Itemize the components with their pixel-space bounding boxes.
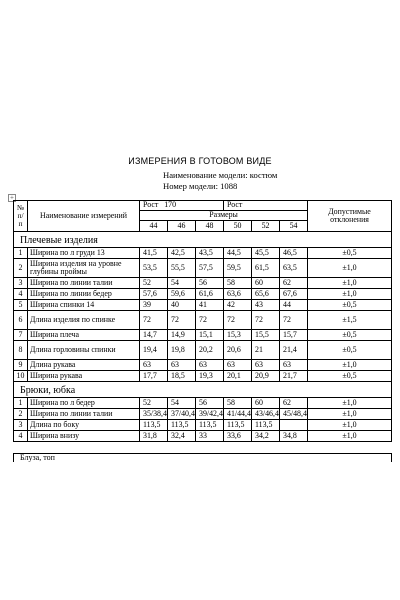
measurement-value: 113,5 xyxy=(168,420,196,431)
size-header: 50 xyxy=(224,221,252,232)
tolerance-value: ±1,0 xyxy=(308,431,392,442)
measurement-value: 39 xyxy=(140,300,168,311)
model-name: Наименование модели: костюм xyxy=(163,170,278,180)
row-number: 3 xyxy=(14,278,28,289)
row-number: 1 xyxy=(14,398,28,409)
measurement-value: 113,5 xyxy=(196,420,224,431)
measurements-table xyxy=(13,200,392,462)
measurement-value: 72 xyxy=(140,311,168,330)
table-row xyxy=(14,360,392,371)
tolerance-value: ±1,5 xyxy=(308,311,392,330)
measurement-value: 52 xyxy=(140,278,168,289)
tolerance-value: ±1,0 xyxy=(308,259,392,278)
height-label: Рост xyxy=(143,200,159,209)
measurement-value: 34,2 xyxy=(252,431,280,442)
model-number: Номер модели: 1088 xyxy=(163,181,238,191)
measurement-value: 37/40,4 xyxy=(168,409,196,420)
measurement-value: 43,5 xyxy=(196,248,224,259)
table-row xyxy=(14,278,392,289)
measurement-value: 45,5 xyxy=(252,248,280,259)
measurement-value: 44,5 xyxy=(224,248,252,259)
measurement-name: Ширина по линии талии xyxy=(28,409,140,420)
table-row xyxy=(14,311,392,330)
measurement-value: 58 xyxy=(224,398,252,409)
table-row xyxy=(14,420,392,431)
row-number: 9 xyxy=(14,360,28,371)
measurement-value: 40 xyxy=(168,300,196,311)
row-number: 4 xyxy=(14,289,28,300)
section-title: Плечевые изделия xyxy=(14,232,392,248)
table-body xyxy=(14,201,392,463)
measurement-value: 72 xyxy=(168,311,196,330)
measurement-value: 61,5 xyxy=(252,259,280,278)
header-height-2: Рост xyxy=(224,201,308,211)
row-number: 2 xyxy=(14,409,28,420)
measurement-value: 56 xyxy=(196,278,224,289)
tolerance-value: ±0,5 xyxy=(308,330,392,341)
measurement-value: 72 xyxy=(196,311,224,330)
tolerance-value: ±1,0 xyxy=(308,409,392,420)
section-header-row xyxy=(14,382,392,398)
measurement-value: 72 xyxy=(224,311,252,330)
measurement-value: 19,4 xyxy=(140,341,168,360)
measurement-value: 59,5 xyxy=(224,259,252,278)
measurement-value: 65,6 xyxy=(252,289,280,300)
table-row xyxy=(14,431,392,442)
header-tolerance: Допустимые отклонения xyxy=(308,201,392,232)
measurement-value: 63 xyxy=(168,360,196,371)
table-row xyxy=(14,330,392,341)
measurement-value: 20,2 xyxy=(196,341,224,360)
measurement-value: 113,5 xyxy=(252,420,280,431)
measurement-value: 54 xyxy=(168,278,196,289)
size-header: 48 xyxy=(196,221,224,232)
measurement-value: 59,6 xyxy=(168,289,196,300)
measurement-value: 63,6 xyxy=(224,289,252,300)
measurement-value: 18,5 xyxy=(168,371,196,382)
measurement-name: Длина по боку xyxy=(28,420,140,431)
section-title: Блуза, топ xyxy=(14,454,392,463)
measurement-value: 41 xyxy=(196,300,224,311)
measurement-value: 63 xyxy=(252,360,280,371)
section-title: Брюки, юбка xyxy=(14,382,392,398)
table-row xyxy=(14,409,392,420)
measurement-value: 63 xyxy=(280,360,308,371)
size-header: 46 xyxy=(168,221,196,232)
measurement-value: 45/48,4 xyxy=(280,409,308,420)
measurement-value: 43 xyxy=(252,300,280,311)
measurement-value: 41,5 xyxy=(140,248,168,259)
size-header: 54 xyxy=(280,221,308,232)
row-number: 2 xyxy=(14,259,28,278)
measurement-name: Ширина рукава xyxy=(28,371,140,382)
table-row xyxy=(14,300,392,311)
height-value: 170 xyxy=(164,200,177,209)
measurement-value: 14,9 xyxy=(168,330,196,341)
measurement-value: 31,8 xyxy=(140,431,168,442)
measurement-value: 42,5 xyxy=(168,248,196,259)
measurement-value: 62 xyxy=(280,278,308,289)
measurement-value: 15,7 xyxy=(280,330,308,341)
header-number: № п/ п xyxy=(14,201,28,232)
measurement-value: 56 xyxy=(196,398,224,409)
measurement-name: Ширина внизу xyxy=(28,431,140,442)
row-number: 3 xyxy=(14,420,28,431)
measurement-name: Длина изделия по спинке xyxy=(28,311,140,330)
measurement-value: 15,3 xyxy=(224,330,252,341)
spacer-row xyxy=(14,442,392,454)
tolerance-value: ±1,0 xyxy=(308,289,392,300)
measurement-value: 44 xyxy=(280,300,308,311)
spacer-cell xyxy=(14,442,392,454)
header-measurement-name: Наименование измерений xyxy=(28,201,140,232)
measurement-value: 41/44,4 xyxy=(224,409,252,420)
measurement-name: Ширина по л бедер xyxy=(28,398,140,409)
measurement-value: 15,5 xyxy=(252,330,280,341)
measurement-value: 21 xyxy=(252,341,280,360)
measurement-value: 20,6 xyxy=(224,341,252,360)
measurement-value xyxy=(280,420,308,431)
measurement-value: 55,5 xyxy=(168,259,196,278)
tolerance-value: ±0,5 xyxy=(308,341,392,360)
measurement-value: 113,5 xyxy=(140,420,168,431)
row-number: 6 xyxy=(14,311,28,330)
measurement-value: 52 xyxy=(140,398,168,409)
measurement-name: Ширина спинки 14 xyxy=(28,300,140,311)
section-header-row xyxy=(14,454,392,463)
size-header: 44 xyxy=(140,221,168,232)
measurement-value: 14,7 xyxy=(140,330,168,341)
measurement-value: 57,6 xyxy=(140,289,168,300)
measurement-value: 63 xyxy=(224,360,252,371)
measurement-value: 43/46,4 xyxy=(252,409,280,420)
measurement-value: 17,7 xyxy=(140,371,168,382)
row-number: 1 xyxy=(14,248,28,259)
header-sizes: Размеры xyxy=(140,211,308,221)
measurement-value: 32,4 xyxy=(168,431,196,442)
measurement-value: 19,8 xyxy=(168,341,196,360)
measurement-value: 72 xyxy=(252,311,280,330)
table-row xyxy=(14,259,392,278)
document-title: ИЗМЕРЕНИЯ В ГОТОВОМ ВИДЕ xyxy=(128,156,272,166)
measurement-value: 20,1 xyxy=(224,371,252,382)
measurement-value: 113,5 xyxy=(224,420,252,431)
tolerance-value: ±0,5 xyxy=(308,371,392,382)
measurement-name: Ширина изделия на уровне глубины проймы xyxy=(28,259,140,278)
measurement-value: 19,3 xyxy=(196,371,224,382)
section-header-row xyxy=(14,232,392,248)
row-number: 10 xyxy=(14,371,28,382)
row-number: 5 xyxy=(14,300,28,311)
tolerance-value: ±1,0 xyxy=(308,420,392,431)
table-row xyxy=(14,371,392,382)
measurement-value: 46,5 xyxy=(280,248,308,259)
measurement-value: 42 xyxy=(224,300,252,311)
measurement-value: 33,6 xyxy=(224,431,252,442)
measurement-value: 35/38,4 xyxy=(140,409,168,420)
tolerance-value: ±1,0 xyxy=(308,278,392,289)
tolerance-value: ±0,5 xyxy=(308,300,392,311)
measurement-value: 60 xyxy=(252,278,280,289)
measurement-value: 20,9 xyxy=(252,371,280,382)
measurement-value: 15,1 xyxy=(196,330,224,341)
measurement-value: 63 xyxy=(196,360,224,371)
measurement-value: 58 xyxy=(224,278,252,289)
measurement-name: Ширина по л груди 13 xyxy=(28,248,140,259)
measurement-name: Длина рукава xyxy=(28,360,140,371)
measurement-value: 21,4 xyxy=(280,341,308,360)
measurement-name: Ширина плеча xyxy=(28,330,140,341)
row-number: 8 xyxy=(14,341,28,360)
measurement-value: 60 xyxy=(252,398,280,409)
tolerance-value: ±0,5 xyxy=(308,248,392,259)
measurement-value: 34,8 xyxy=(280,431,308,442)
table-row xyxy=(14,289,392,300)
measurement-value: 63,5 xyxy=(280,259,308,278)
measurement-value: 21,7 xyxy=(280,371,308,382)
row-number: 4 xyxy=(14,431,28,442)
tolerance-value: ±1,0 xyxy=(308,360,392,371)
measurement-value: 53,5 xyxy=(140,259,168,278)
tolerance-value: ±1,0 xyxy=(308,398,392,409)
measurement-value: 39/42,4 xyxy=(196,409,224,420)
row-number: 7 xyxy=(14,330,28,341)
measurement-value: 57,5 xyxy=(196,259,224,278)
measurement-name: Ширина по линии бедер xyxy=(28,289,140,300)
measurement-name: Длина горловины спинки xyxy=(28,341,140,360)
measurement-value: 61,6 xyxy=(196,289,224,300)
table-row xyxy=(14,341,392,360)
measurement-value: 67,6 xyxy=(280,289,308,300)
table-row xyxy=(14,398,392,409)
header-height-1 xyxy=(140,201,224,211)
measurement-value: 72 xyxy=(280,311,308,330)
measurement-value: 54 xyxy=(168,398,196,409)
measurement-value: 63 xyxy=(140,360,168,371)
size-header: 52 xyxy=(252,221,280,232)
measurement-value: 33 xyxy=(196,431,224,442)
measurement-name: Ширина по линии талии xyxy=(28,278,140,289)
move-handle-icon[interactable]: + xyxy=(9,195,15,201)
measurement-value: 62 xyxy=(280,398,308,409)
table-row xyxy=(14,248,392,259)
